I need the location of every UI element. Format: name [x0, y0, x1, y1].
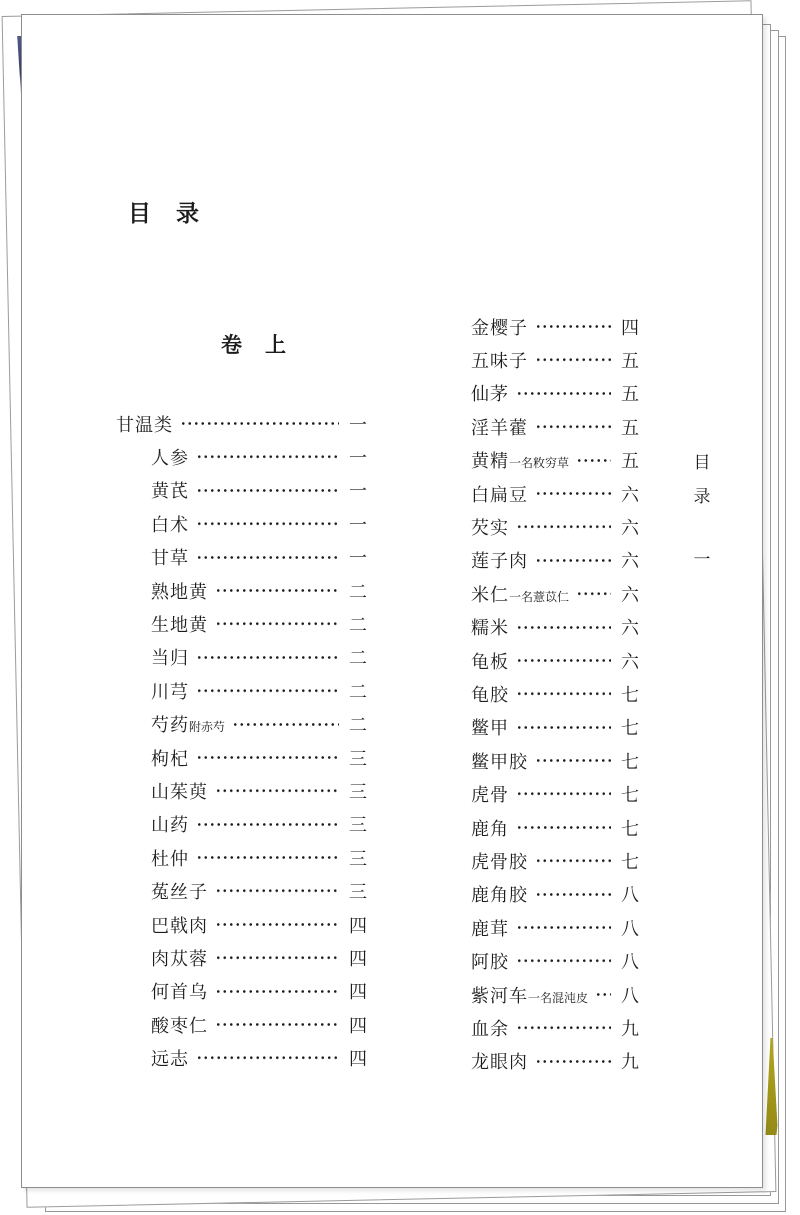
dot-leader [196, 474, 339, 507]
dot-leader [576, 444, 611, 477]
entry-title: 龟胶 [471, 684, 509, 705]
entry-title: 鳖甲胶 [471, 751, 528, 772]
dot-leader [180, 407, 339, 440]
dot-leader [535, 878, 611, 911]
toc-page [21, 14, 763, 1188]
toc-entry [116, 440, 368, 473]
entry-title: 虎骨 [471, 785, 509, 806]
dot-leader [516, 911, 611, 944]
toc-entry [436, 911, 640, 944]
dot-leader [516, 377, 611, 410]
entry-title: 枸杞 [151, 748, 189, 769]
toc-entry [436, 1045, 640, 1078]
entry-title: 熟地黄 [151, 581, 208, 602]
entry-page-number: 四 [349, 982, 368, 1003]
entry-title: 白扁豆 [471, 484, 528, 505]
toc-entry [436, 944, 640, 977]
entry-alt-name-note: 一名混沌皮 [528, 990, 589, 1005]
entry-page-number: 四 [349, 1049, 368, 1070]
entry-title: 糯米 [471, 618, 509, 639]
dot-leader [215, 874, 339, 907]
toc-entry [116, 975, 368, 1008]
dot-leader [595, 978, 611, 1011]
toc-entry [436, 978, 640, 1011]
entry-title: 淫羊藿 [471, 417, 528, 438]
entry-title: 人参 [151, 448, 189, 469]
dot-leader [196, 440, 339, 473]
entry-page-number: 二 [349, 715, 368, 736]
dot-leader [535, 477, 611, 510]
entry-page-number: 七 [621, 818, 640, 839]
toc-entry [436, 310, 640, 343]
entry-title: 黄芪 [151, 481, 189, 502]
dot-leader [215, 574, 339, 607]
entry-page-number: 八 [621, 918, 640, 939]
entry-title: 黄精一名敉穷草 [471, 451, 570, 472]
entry-title: 紫河车一名混沌皮 [471, 985, 589, 1006]
entry-page-number: 三 [349, 748, 368, 769]
toc-entry [436, 677, 640, 710]
margin-page-number: 一 [693, 550, 711, 569]
dot-leader [516, 1011, 611, 1044]
entry-page-number: 四 [349, 948, 368, 969]
toc-entry [116, 874, 368, 907]
page-title: 目 录 [128, 201, 200, 226]
margin-label-char: 目 [693, 453, 711, 472]
entry-page-number: 五 [621, 417, 640, 438]
entry-title: 甘温类 [116, 414, 173, 435]
dot-leader [516, 777, 611, 810]
entry-page-number: 六 [621, 484, 640, 505]
entry-title: 芍药附赤芍 [151, 715, 226, 736]
entry-page-number: 九 [621, 1052, 640, 1073]
dot-leader [215, 908, 339, 941]
toc-entry [436, 444, 640, 477]
toc-entry [116, 941, 368, 974]
entry-page-number: 三 [349, 781, 368, 802]
toc-entry [116, 1008, 368, 1041]
entry-title: 五味子 [471, 351, 528, 372]
entry-title: 甘草 [151, 548, 189, 569]
dot-leader [196, 808, 339, 841]
toc-entry [116, 741, 368, 774]
toc-entry [436, 744, 640, 777]
dot-leader [196, 674, 339, 707]
dot-leader [196, 741, 339, 774]
entry-page-number: 二 [349, 581, 368, 602]
entry-page-number: 一 [349, 414, 368, 435]
entry-title: 阿胶 [471, 952, 509, 973]
entry-title: 龙眼肉 [471, 1052, 528, 1073]
dot-leader [516, 677, 611, 710]
toc-entry [116, 1041, 368, 1074]
entry-page-number: 二 [349, 648, 368, 669]
toc-entry [116, 607, 368, 640]
entry-title: 白术 [151, 514, 189, 535]
toc-entry [436, 577, 640, 610]
dot-leader [516, 944, 611, 977]
dot-leader [196, 1041, 339, 1074]
toc-entry [436, 544, 640, 577]
toc-entry [436, 1011, 640, 1044]
entry-page-number: 一 [349, 448, 368, 469]
entry-page-number: 五 [621, 384, 640, 405]
entry-title: 菟丝子 [151, 882, 208, 903]
dot-leader [196, 541, 339, 574]
entry-page-number: 三 [349, 848, 368, 869]
dot-leader [516, 644, 611, 677]
entry-page-number: 五 [621, 351, 640, 372]
entry-page-number: 二 [349, 615, 368, 636]
toc-entry [116, 541, 368, 574]
entry-page-number: 七 [621, 851, 640, 872]
toc-entry [436, 377, 640, 410]
entry-page-number: 六 [621, 518, 640, 539]
toc-entry [116, 641, 368, 674]
toc-entry [116, 841, 368, 874]
dot-leader [232, 708, 339, 741]
toc-entry [436, 777, 640, 810]
toc-entry [436, 343, 640, 376]
toc-entry [116, 574, 368, 607]
toc-entry [116, 708, 368, 741]
toc-entry [116, 474, 368, 507]
entry-title: 生地黄 [151, 615, 208, 636]
toc-entry [436, 878, 640, 911]
toc-entry [116, 908, 368, 941]
dot-leader [516, 711, 611, 744]
entry-title: 仙茅 [471, 384, 509, 405]
entry-title: 鳖甲 [471, 718, 509, 739]
entry-page-number: 七 [621, 684, 640, 705]
entry-title: 血余 [471, 1018, 509, 1039]
entry-page-number: 六 [621, 584, 640, 605]
dot-leader [215, 975, 339, 1008]
toc-right-column [436, 310, 640, 1078]
dot-leader [215, 1008, 339, 1041]
volume-heading: 卷 上 [221, 333, 287, 357]
entry-title: 米仁一名薏苡仁 [471, 584, 570, 605]
dot-leader [535, 744, 611, 777]
dot-leader [535, 1045, 611, 1078]
dot-leader [576, 577, 611, 610]
entry-title: 远志 [151, 1049, 189, 1070]
entry-title: 巴戟肉 [151, 915, 208, 936]
entry-title: 龟板 [471, 651, 509, 672]
entry-page-number: 七 [621, 751, 640, 772]
entry-title: 芡实 [471, 518, 509, 539]
entry-title: 鹿角 [471, 818, 509, 839]
entry-page-number: 二 [349, 681, 368, 702]
dot-leader [535, 310, 611, 343]
toc-entry [116, 774, 368, 807]
toc-entry [436, 811, 640, 844]
toc-entry [436, 644, 640, 677]
entry-page-number: 三 [349, 815, 368, 836]
entry-page-number: 七 [621, 718, 640, 739]
dot-leader [535, 343, 611, 376]
entry-page-number: 四 [349, 915, 368, 936]
toc-entry [436, 410, 640, 443]
entry-title: 酸枣仁 [151, 1015, 208, 1036]
entry-title: 川芎 [151, 681, 189, 702]
entry-page-number: 三 [349, 882, 368, 903]
toc-entry [436, 711, 640, 744]
toc-entry [436, 477, 640, 510]
margin-label-char: 录 [693, 487, 711, 506]
entry-title: 何首乌 [151, 982, 208, 1003]
entry-title: 肉苁蓉 [151, 948, 208, 969]
entry-title: 金樱子 [471, 317, 528, 338]
dot-leader [215, 607, 339, 640]
entry-title: 山药 [151, 815, 189, 836]
entry-title: 莲子肉 [471, 551, 528, 572]
entry-page-number: 四 [349, 1015, 368, 1036]
entry-page-number: 九 [621, 1018, 640, 1039]
toc-entry [436, 510, 640, 543]
dot-leader [516, 510, 611, 543]
toc-entry [436, 844, 640, 877]
entry-title: 鹿角胶 [471, 885, 528, 906]
entry-title: 虎骨胶 [471, 851, 528, 872]
dot-leader [535, 544, 611, 577]
toc-entry [116, 674, 368, 707]
dot-leader [196, 507, 339, 540]
dot-leader [535, 844, 611, 877]
dot-leader [516, 811, 611, 844]
entry-page-number: 六 [621, 651, 640, 672]
margin-vertical-label [690, 446, 714, 514]
toc-entry [116, 808, 368, 841]
entry-title: 山茱萸 [151, 781, 208, 802]
dot-leader [535, 410, 611, 443]
entry-alt-name-note: 附赤芍 [189, 720, 226, 735]
entry-page-number: 一 [349, 514, 368, 535]
entry-title: 鹿茸 [471, 918, 509, 939]
dot-leader [215, 941, 339, 974]
entry-alt-name-note: 一名敉穷草 [509, 456, 570, 471]
toc-entry [116, 507, 368, 540]
entry-title: 当归 [151, 648, 189, 669]
entry-title: 杜仲 [151, 848, 189, 869]
entry-page-number: 五 [621, 451, 640, 472]
entry-page-number: 一 [349, 481, 368, 502]
entry-page-number: 一 [349, 548, 368, 569]
dot-leader [516, 611, 611, 644]
dot-leader [196, 841, 339, 874]
entry-page-number: 八 [621, 885, 640, 906]
entry-page-number: 八 [621, 985, 640, 1006]
dot-leader [215, 774, 339, 807]
toc-entry [436, 611, 640, 644]
toc-left-column [116, 407, 368, 1075]
toc-entry [116, 407, 368, 440]
dot-leader [196, 641, 339, 674]
entry-page-number: 六 [621, 551, 640, 572]
entry-page-number: 六 [621, 618, 640, 639]
entry-alt-name-note: 一名薏苡仁 [509, 589, 570, 604]
entry-page-number: 八 [621, 952, 640, 973]
entry-page-number: 七 [621, 785, 640, 806]
entry-page-number: 四 [621, 317, 640, 338]
